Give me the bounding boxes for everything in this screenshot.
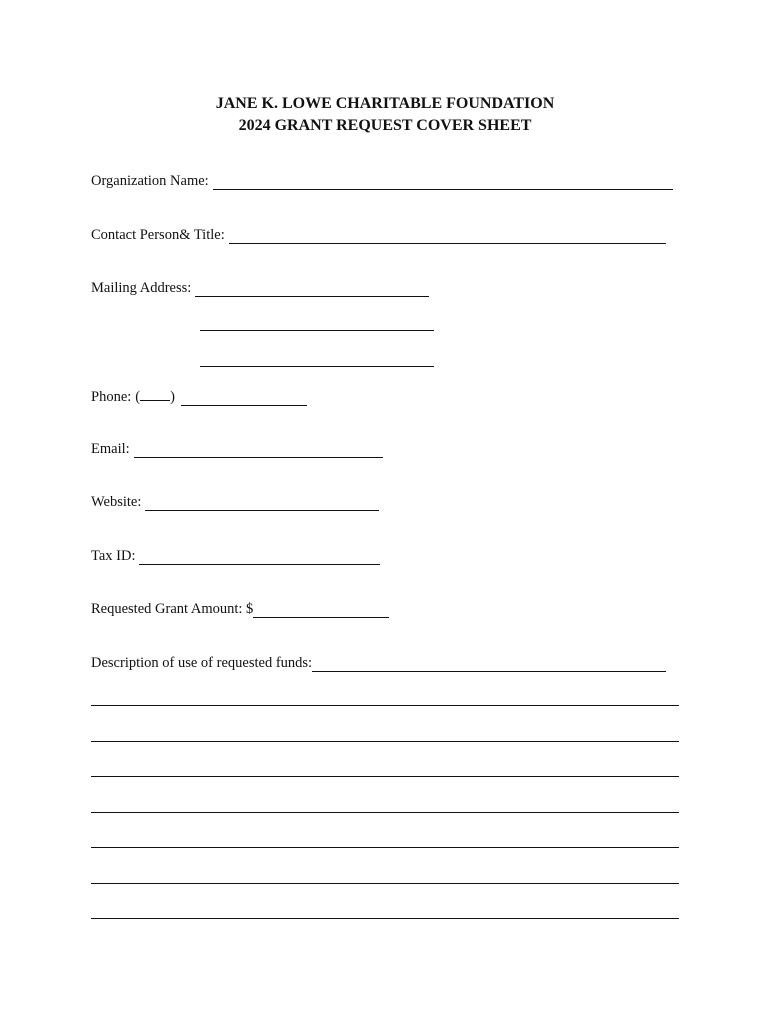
organization-name-row — [91, 172, 673, 190]
email-row — [91, 440, 383, 458]
contact-person-row — [91, 226, 666, 244]
tax-id-label: Tax ID: — [91, 548, 136, 564]
description-line-4[interactable] — [91, 812, 679, 813]
contact-person-field[interactable] — [229, 229, 666, 244]
phone-number-field[interactable] — [181, 391, 307, 406]
website-row — [91, 493, 379, 511]
close-paren: ) — [170, 389, 175, 405]
phone-row — [91, 386, 307, 406]
description-line-7[interactable] — [91, 918, 679, 919]
email-field[interactable] — [134, 443, 383, 458]
description-line-5[interactable] — [91, 847, 679, 848]
mailing-address-row — [91, 279, 429, 297]
description-line-1[interactable] — [91, 705, 679, 706]
website-field[interactable] — [145, 496, 379, 511]
mailing-address-field-2[interactable] — [200, 330, 434, 331]
description-label: Description of use of requested funds: — [91, 655, 313, 671]
grant-amount-label: Requested Grant Amount: $ — [91, 601, 254, 617]
description-line-2[interactable] — [91, 741, 679, 742]
organization-name-field[interactable] — [213, 175, 673, 190]
email-label: Email: — [91, 441, 130, 457]
open-paren: ( — [135, 389, 141, 405]
website-label: Website: — [91, 494, 142, 510]
phone-area-code — [135, 386, 175, 406]
mailing-address-field-1[interactable] — [195, 282, 429, 297]
phone-area-code-field[interactable] — [140, 386, 170, 401]
grant-amount-field[interactable] — [253, 603, 389, 618]
description-field[interactable] — [312, 657, 666, 672]
mailing-address-label: Mailing Address: — [91, 280, 192, 296]
description-line-3[interactable] — [91, 776, 679, 777]
description-row — [91, 654, 666, 672]
form-title: 2024 GRANT REQUEST COVER SHEET — [238, 117, 532, 134]
tax-id-row — [91, 547, 380, 565]
mailing-address-field-3[interactable] — [200, 366, 434, 367]
foundation-title: JANE K. LOWE CHARITABLE FOUNDATION — [215, 95, 555, 112]
grant-amount-row — [91, 600, 389, 618]
tax-id-field[interactable] — [139, 550, 380, 565]
description-line-6[interactable] — [91, 883, 679, 884]
organization-name-label: Organization Name: — [91, 173, 209, 189]
contact-person-label: Contact Person& Title: — [91, 227, 225, 243]
phone-label: Phone: — [91, 389, 132, 405]
